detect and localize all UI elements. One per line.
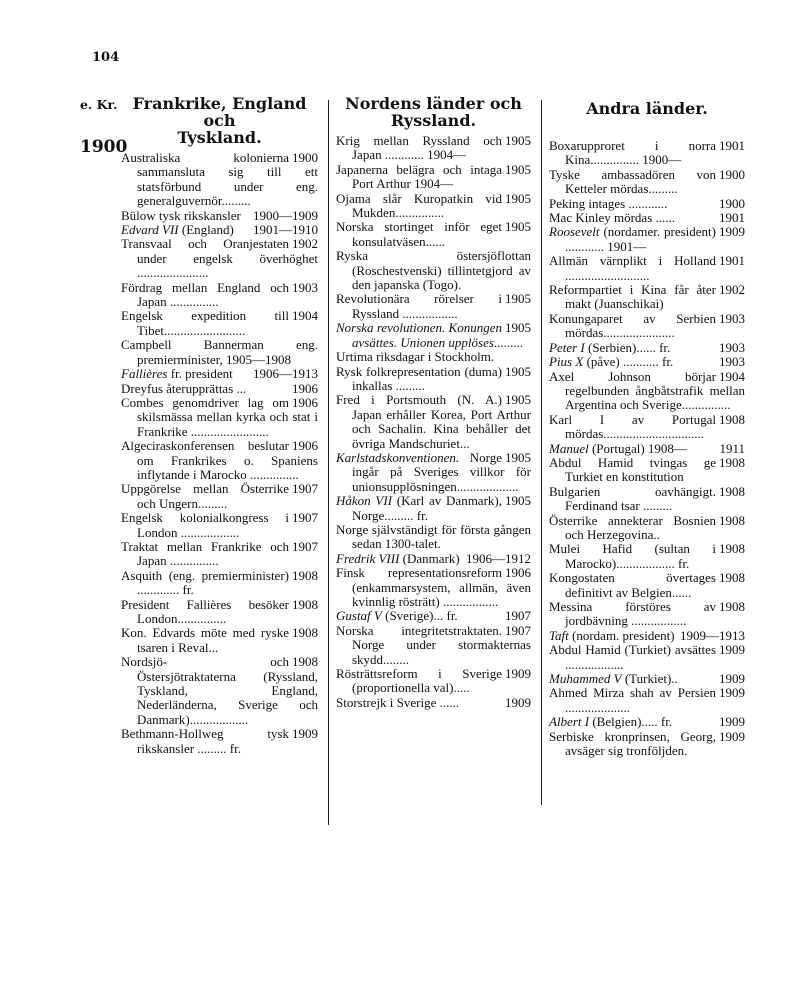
- entry-name: Muhammed V: [549, 671, 622, 687]
- entry-year: 1907: [505, 622, 531, 638]
- entry-text: Krig mellan Ryssland och Japan ............ 1904—: [336, 133, 502, 163]
- entry-text: (Sverige)... fr.: [381, 608, 458, 624]
- entry-text: Reformpartiet i Kina får åter makt (Juanschikai): [549, 282, 716, 312]
- list-item: [549, 629, 745, 643]
- entry-year: 1907: [292, 481, 318, 497]
- column-heading-line: Frankrike, England och: [132, 94, 307, 130]
- entry-text: Mulei Hafid (sultan i Marocko).................. fr.: [549, 541, 716, 571]
- list-item: [549, 168, 745, 197]
- column-heading: [121, 95, 318, 146]
- entry-name: Edvard VII: [121, 222, 179, 238]
- entry-year: 1903: [719, 354, 745, 370]
- entry-text: Storstrejk i Sverige ......: [336, 694, 460, 710]
- entry-name: Taft: [549, 627, 569, 643]
- entry-text: Engelsk kolonialkongress i London ..................: [121, 510, 289, 540]
- list-item: [549, 370, 745, 413]
- entry-year: 1901—1910: [253, 222, 318, 238]
- list-item: [336, 451, 531, 494]
- entry-text: Axel Johnson börjar regelbunden ångbåtstrafik mellan Argentina och Sverige...............: [549, 368, 745, 413]
- entry-text: Norska stortinget inför eget konsulatväsen......: [336, 219, 502, 249]
- entry-text: fr. president: [167, 366, 233, 382]
- entry-name: Pius X: [549, 354, 584, 370]
- entry-text: Bulgarien oavhängigt. Ferdinand tsar .........: [549, 483, 716, 514]
- list-item: [549, 643, 745, 672]
- entry-text: Boxarupproret i norra Kina............... 1900—: [549, 138, 716, 168]
- entry-text: Rösträttsreform i Sverige (proportionella val).....: [336, 666, 502, 696]
- list-item: [121, 727, 318, 756]
- column-divider: [328, 100, 329, 825]
- entry-year: 1905: [505, 363, 531, 379]
- year-label: 1900: [80, 137, 128, 157]
- entry-year: 1902: [292, 236, 318, 252]
- list-item: [549, 485, 745, 514]
- entry-year: 1900: [719, 195, 745, 211]
- entry-year: 1908: [719, 570, 745, 586]
- entry-name: Håkon VII: [336, 493, 393, 509]
- entry-text: (Turkiet)..: [621, 671, 678, 687]
- entry-year: 1908: [719, 599, 745, 614]
- entry-year: 1905: [505, 291, 531, 307]
- list-item: [336, 292, 531, 321]
- entry-text: Fred i Portsmouth (N. A.) Japan erhåller Korea, Port Arthur och Sachalin. Kina behåller det övriga Mandschuriet...: [336, 392, 531, 451]
- list-item: [336, 350, 531, 364]
- entry-year: 1905: [505, 161, 531, 177]
- entry-text: Asquith (eng. premierminister) ............. fr.: [121, 567, 289, 598]
- list-item: [336, 494, 531, 523]
- list-item: [549, 341, 745, 355]
- entry-year: 1901: [719, 138, 745, 153]
- list-item: [336, 163, 531, 192]
- list-item: [336, 609, 531, 623]
- list-item: [336, 393, 531, 451]
- entry-text: (Karl av Danmark), Norge......... fr.: [352, 493, 502, 523]
- list-item: [121, 209, 318, 223]
- entry-year: 1906—1912: [466, 550, 531, 566]
- list-item: [336, 134, 531, 163]
- entry-year: 1909: [719, 671, 745, 687]
- list-item: [121, 223, 318, 237]
- entry-year: 1908: [719, 541, 745, 557]
- entry-year: 1907: [292, 510, 318, 526]
- entry-year: 1906: [505, 565, 531, 581]
- entry-year: 1908: [292, 567, 318, 583]
- list-item: [336, 192, 531, 221]
- list-item: [549, 442, 745, 456]
- list-item: [549, 197, 745, 211]
- entry-name: Karlstadskonventionen.: [336, 449, 460, 465]
- list-item: [549, 413, 745, 442]
- entry-text: Serbiske kronprinsen, Georg, avsäger sig tronföljden.: [549, 728, 716, 759]
- list-item: [336, 667, 531, 696]
- list-item: [549, 312, 745, 341]
- entry-year: 1904: [719, 368, 745, 384]
- entry-text: (nordam. president): [568, 627, 675, 643]
- list-item: [121, 655, 318, 727]
- list-item: [121, 626, 318, 655]
- list-item: [336, 624, 531, 667]
- entry-year: 1909: [505, 694, 531, 710]
- entry-text: Algeciraskonferensen beslutar om Frankrikes o. Spaniens inflytande i Marocko ...............: [121, 438, 318, 482]
- entry-text: Revolutionära rörelser i Ryssland .................: [336, 291, 502, 321]
- list-item: [336, 220, 531, 249]
- entry-year: 1908: [719, 411, 745, 427]
- entry-text: Karl I av Portugal mördas...............................: [549, 411, 716, 442]
- entry-list: [336, 134, 531, 710]
- entry-year: 1900: [292, 150, 318, 165]
- entry-text: Australiska kolonierna sammansluta sig till ett statsförbund under eng. generalguvernör.........: [121, 150, 318, 209]
- list-item: [121, 540, 318, 569]
- entry-list: [549, 139, 745, 758]
- entry-year: 1905: [505, 320, 531, 336]
- entry-year: 1904: [292, 308, 318, 324]
- list-item: [549, 254, 745, 283]
- list-item: [549, 283, 745, 312]
- entry-name: Fredrik VIII: [336, 550, 400, 566]
- column-heading-line: Andra länder.: [586, 99, 708, 118]
- entry-text: (påve) ........... fr.: [583, 354, 674, 370]
- entry-text: Ojama slår Kuropatkin vid Mukden...............: [336, 190, 502, 221]
- entry-text: (nordamer. president) ............ 1901—: [565, 224, 716, 254]
- entry-text: Rysk folkrepresentation (duma) inkallas .........: [336, 363, 502, 393]
- column-heading: [336, 95, 531, 129]
- list-item: [549, 355, 745, 369]
- list-item: [336, 249, 531, 292]
- column-nordens-lander-ryssland: [336, 95, 531, 710]
- entry-year: 1901: [719, 210, 745, 226]
- entry-year: 1909: [719, 728, 745, 744]
- list-item: [549, 514, 745, 543]
- column-frankrike-england-tyskland: [121, 95, 318, 756]
- entry-year: 1903: [292, 279, 318, 295]
- entry-text: Norska integritetstraktaten. Norge under stormakternas skydd........: [336, 622, 531, 667]
- list-item: [121, 598, 318, 627]
- entry-year: 1901: [719, 253, 745, 269]
- entry-text: Messina förstöres av jordbävning .................: [549, 599, 716, 629]
- entry-text: (Danmark): [399, 550, 460, 566]
- list-item: [336, 696, 531, 710]
- list-item: [121, 511, 318, 540]
- list-item: [121, 569, 318, 598]
- entry-text: Norge självständigt för första gången sedan 1300-talet.: [336, 521, 531, 552]
- column-heading-line: Tyskland.: [177, 128, 262, 147]
- entry-year: 1905: [505, 449, 531, 465]
- entry-name: Norska revolutionen. Konungen avsättes. Unionen upplöses: [336, 320, 502, 350]
- list-item: [121, 338, 318, 367]
- list-item: [549, 686, 745, 715]
- list-item: [121, 382, 318, 396]
- entry-text: Dreyfus återupprättas ...: [121, 380, 247, 396]
- entry-year: 1900—1909: [253, 207, 318, 223]
- entry-text: Abdul Hamid tvingas ge Turkiet en konstitution: [549, 454, 716, 485]
- entry-year: 1911: [719, 440, 745, 456]
- entry-year: 1905: [505, 133, 531, 148]
- era-label: e. Kr.: [80, 97, 118, 112]
- list-item: [121, 309, 318, 338]
- list-item: [549, 600, 745, 629]
- entry-name: Albert I: [549, 714, 590, 730]
- entry-text: Traktat mellan Frankrike och Japan ...............: [121, 538, 289, 569]
- entry-name: Roosevelt: [549, 224, 600, 240]
- entry-year: 1909: [719, 224, 745, 240]
- entry-year: 1906: [292, 438, 318, 454]
- entry-text: Kon. Edvards möte med ryske tsaren i Reval...: [121, 625, 289, 655]
- entry-text: Urtima riksdagar i Stockholm.: [336, 349, 495, 365]
- entry-year: 1900: [719, 166, 745, 182]
- entry-name: Fallières: [121, 366, 168, 382]
- entry-year: 1909: [719, 685, 745, 701]
- entry-text: Campbell Bannerman eng. premierminister, 1905—1908: [121, 337, 318, 367]
- list-item: [121, 396, 318, 439]
- entry-year: 1906: [292, 394, 318, 410]
- entry-year: 1903: [719, 310, 745, 326]
- entry-year: 1908: [292, 596, 318, 612]
- column-divider: [541, 100, 542, 805]
- list-item: [549, 715, 745, 729]
- list-item: [549, 211, 745, 225]
- entry-text: Bethmann-Hollweg tysk rikskansler ......... fr.: [121, 726, 289, 756]
- entry-text: Engelsk expedition till Tibet.........................: [121, 308, 289, 338]
- entry-year: 1906—1913: [253, 366, 318, 382]
- entry-year: 1908: [719, 512, 745, 528]
- entry-text: Abdul Hamid (Turkiet) avsättes ..................: [549, 642, 716, 672]
- entry-text: Combes genomdriver lag om skilsmässa mellan kyrka och stat i Frankrike ........................: [121, 394, 318, 439]
- column-heading: [549, 100, 745, 117]
- entry-text: Japanerna belägra och intaga Port Arthur 1904—: [336, 161, 502, 192]
- list-item: [336, 566, 531, 609]
- list-item: [549, 730, 745, 759]
- entry-text: Ryska östersjöflottan (Roschestvenski) tillintetgjord av den japanska (Togo).: [336, 248, 531, 293]
- list-item: [121, 151, 318, 209]
- entry-text: Peking intages ............: [549, 195, 668, 211]
- list-item: [336, 321, 531, 350]
- list-item: [121, 439, 318, 482]
- entry-text: Kongostaten övertages definitivt av Belgien......: [549, 570, 716, 600]
- entry-year: 1908: [292, 625, 318, 641]
- entry-year: 1903: [719, 339, 745, 355]
- entry-text: (England): [178, 222, 234, 238]
- entry-year: 1906: [292, 380, 318, 396]
- entry-text: (Portugal) 1908—: [588, 440, 687, 456]
- entry-text: .........: [493, 334, 524, 350]
- entry-text: (Serbien)...... fr.: [584, 339, 671, 355]
- entry-year: 1905: [505, 219, 531, 235]
- list-item: [336, 552, 531, 566]
- list-item: [336, 523, 531, 552]
- entry-year: 1907: [505, 608, 531, 624]
- entry-name: Peter I: [549, 339, 585, 355]
- list-item: [549, 571, 745, 600]
- entry-text: Ahmed Mirza shah av Persien ....................: [549, 685, 716, 715]
- entry-year: 1908: [292, 654, 318, 670]
- entry-year: 1909—1913: [680, 627, 745, 643]
- list-item: [549, 225, 745, 254]
- entry-year: 1909: [505, 666, 531, 682]
- entry-year: 1905: [505, 190, 531, 206]
- list-item: [121, 482, 318, 511]
- entry-text: Fördrag mellan England och Japan ...............: [121, 279, 289, 310]
- column-heading-line: Ryssland.: [390, 111, 477, 130]
- list-item: [549, 542, 745, 571]
- page-number: 104: [92, 50, 120, 65]
- entry-text: Transvaal och Oranjestaten under engelsk överhöghet ......................: [121, 236, 318, 281]
- entry-text: Tyske ambassadören von Ketteler mördas.........: [549, 166, 716, 197]
- entry-text: Bülow tysk rikskansler: [121, 207, 241, 223]
- entry-year: 1908: [719, 483, 745, 499]
- list-item: [549, 139, 745, 168]
- entry-year: 1909: [292, 726, 318, 742]
- list-item: [121, 237, 318, 280]
- column-andra-lander: [549, 95, 745, 758]
- entry-text: Konungaparet av Serbien mördas......................: [549, 310, 716, 341]
- entry-text: Mac Kinley mördas ......: [549, 210, 676, 226]
- entry-text: Österrike annekterar Bosnien och Herzegovina..: [549, 512, 716, 542]
- entry-text: Finsk representationsreform (enkammarsystem, allmän, även kvinnlig rösträtt) .................: [336, 565, 531, 609]
- entry-year: 1909: [719, 642, 745, 658]
- entry-text: Uppgörelse mellan Österrike och Ungern.........: [121, 481, 289, 511]
- entry-year: 1909: [719, 714, 745, 730]
- entry-year: 1905: [505, 392, 531, 408]
- entry-year: 1907: [292, 538, 318, 554]
- column-heading-line: Nordens länder och: [345, 94, 522, 113]
- entry-text: Allmän värnplikt i Holland ..........................: [549, 253, 716, 283]
- entry-text: Nordsjö- och Östersjötraktaterna (Ryssland, Tyskland, England, Nederländerna, Sverige och Danmark)..................: [121, 654, 318, 727]
- list-item: [549, 672, 745, 686]
- entry-text: Norge ingår på Sveriges villkor för unionsupplösningen...................: [352, 449, 531, 494]
- entry-text: (Belgien)..... fr.: [589, 714, 673, 730]
- list-item: [121, 367, 318, 381]
- entry-text: President Fallières besöker London...............: [121, 596, 289, 626]
- entry-year: 1908: [719, 454, 745, 470]
- list-item: [549, 456, 745, 485]
- entry-name: Manuel: [549, 440, 589, 456]
- entry-name: Gustaf V: [336, 608, 382, 624]
- list-item: [121, 281, 318, 310]
- list-item: [336, 365, 531, 394]
- entry-year: 1902: [719, 282, 745, 298]
- entry-list: [121, 151, 318, 756]
- entry-year: 1905: [505, 493, 531, 509]
